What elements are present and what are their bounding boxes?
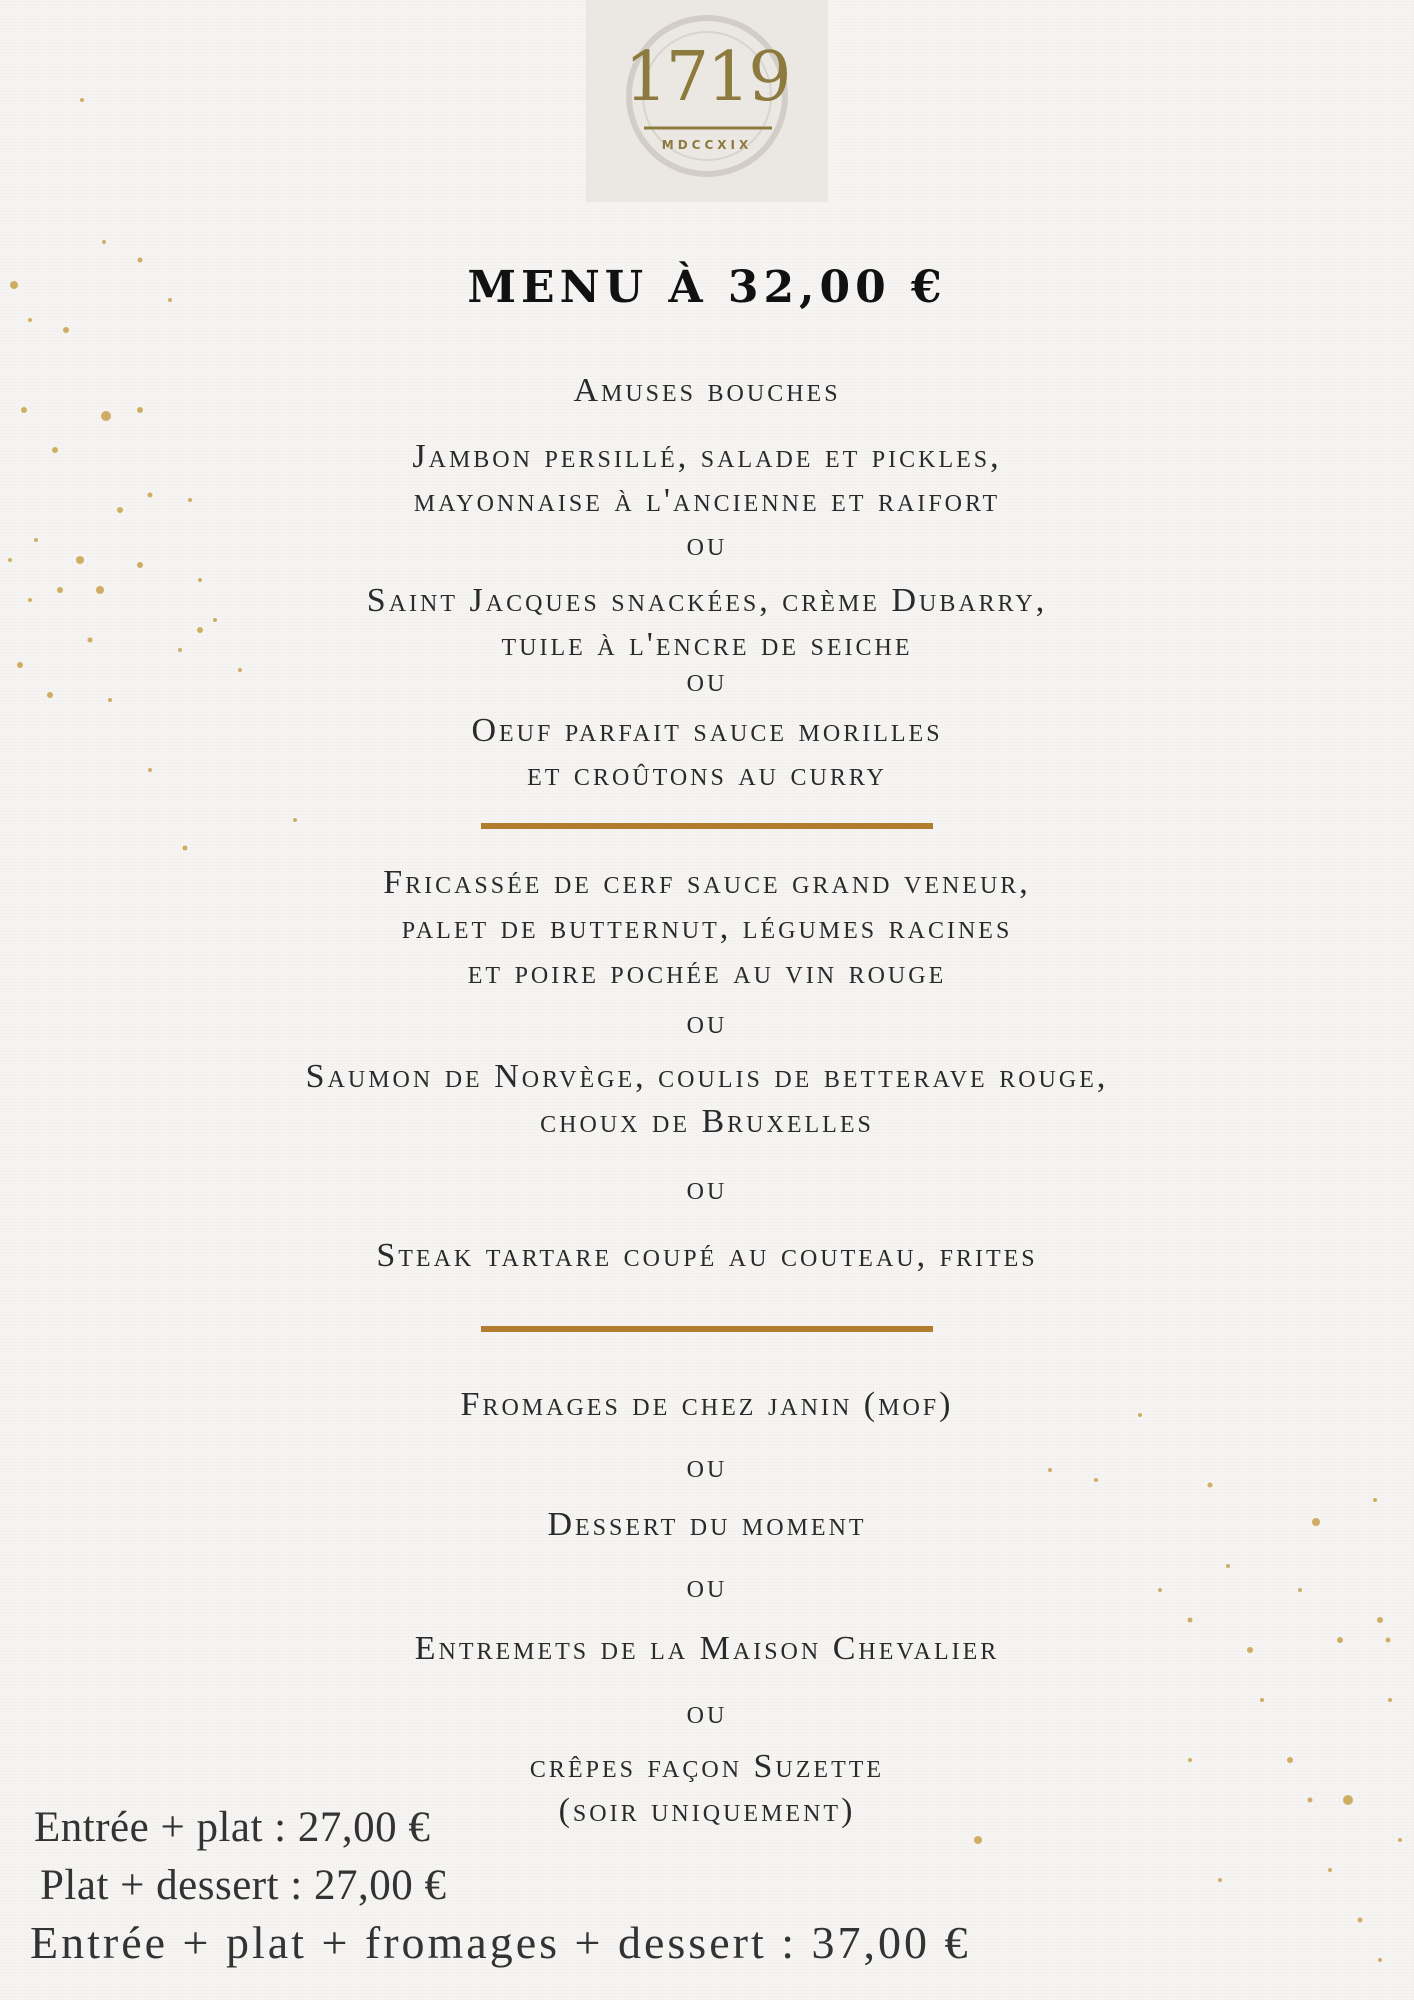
starter-2-line-2: tuile à l'encre de seiche xyxy=(501,626,913,663)
dessert-4-line-2: (soir uniquement) xyxy=(558,1792,856,1829)
amuses-bouches: Amuses bouches xyxy=(573,372,841,409)
page-title: MENU À 32,00 € xyxy=(467,262,947,313)
starter-2-line-1: Saint Jacques snackées, crème Dubarry, xyxy=(366,582,1048,619)
section-divider xyxy=(481,823,933,829)
section-divider xyxy=(481,1326,933,1332)
starter-3-line-2: et croûtons au curry xyxy=(527,756,887,793)
starter-1-line-2: mayonnaise à l'ancienne et raifort xyxy=(413,482,1001,519)
dessert-2: Dessert du moment xyxy=(547,1506,867,1543)
separator-ou: ou xyxy=(686,1694,728,1731)
dessert-4-line-1: crêpes façon Suzette xyxy=(529,1748,885,1785)
dessert-3: Entremets de la Maison Chevalier xyxy=(414,1630,1000,1667)
separator-ou: ou xyxy=(686,662,728,699)
price-plat-dessert: Plat + dessert : 27,00 € xyxy=(40,1862,447,1909)
separator-ou: ou xyxy=(686,1568,728,1605)
main-2-line-1: Saumon de Norvège, coulis de betterave rouge, xyxy=(305,1058,1109,1095)
main-1-line-2: palet de butternut, légumes racines xyxy=(401,909,1013,946)
main-3: Steak tartare coupé au couteau, frites xyxy=(376,1237,1038,1274)
price-full-menu: Entrée + plat + fromages + dessert : 37,00 € xyxy=(30,1917,971,1968)
price-entree-plat: Entrée + plat : 27,00 € xyxy=(34,1804,431,1851)
logo-year: 1719 xyxy=(624,38,790,117)
separator-ou: ou xyxy=(686,526,728,563)
separator-ou: ou xyxy=(686,1170,728,1207)
main-1-line-1: Fricassée de cerf sauce grand veneur, xyxy=(383,864,1031,901)
restaurant-logo xyxy=(586,0,828,202)
separator-ou: ou xyxy=(686,1004,728,1041)
starter-1-line-1: Jambon persillé, salade et pickles, xyxy=(412,438,1002,475)
main-2-line-2: choux de Bruxelles xyxy=(540,1103,874,1140)
dessert-1: Fromages de chez janin (mof) xyxy=(460,1386,954,1423)
separator-ou: ou xyxy=(686,1448,728,1485)
main-1-line-3: et poire pochée au vin rouge xyxy=(467,954,947,991)
starter-3-line-1: Oeuf parfait sauce morilles xyxy=(471,712,943,749)
logo-roman-numeral: MDCCXIX xyxy=(661,138,753,152)
